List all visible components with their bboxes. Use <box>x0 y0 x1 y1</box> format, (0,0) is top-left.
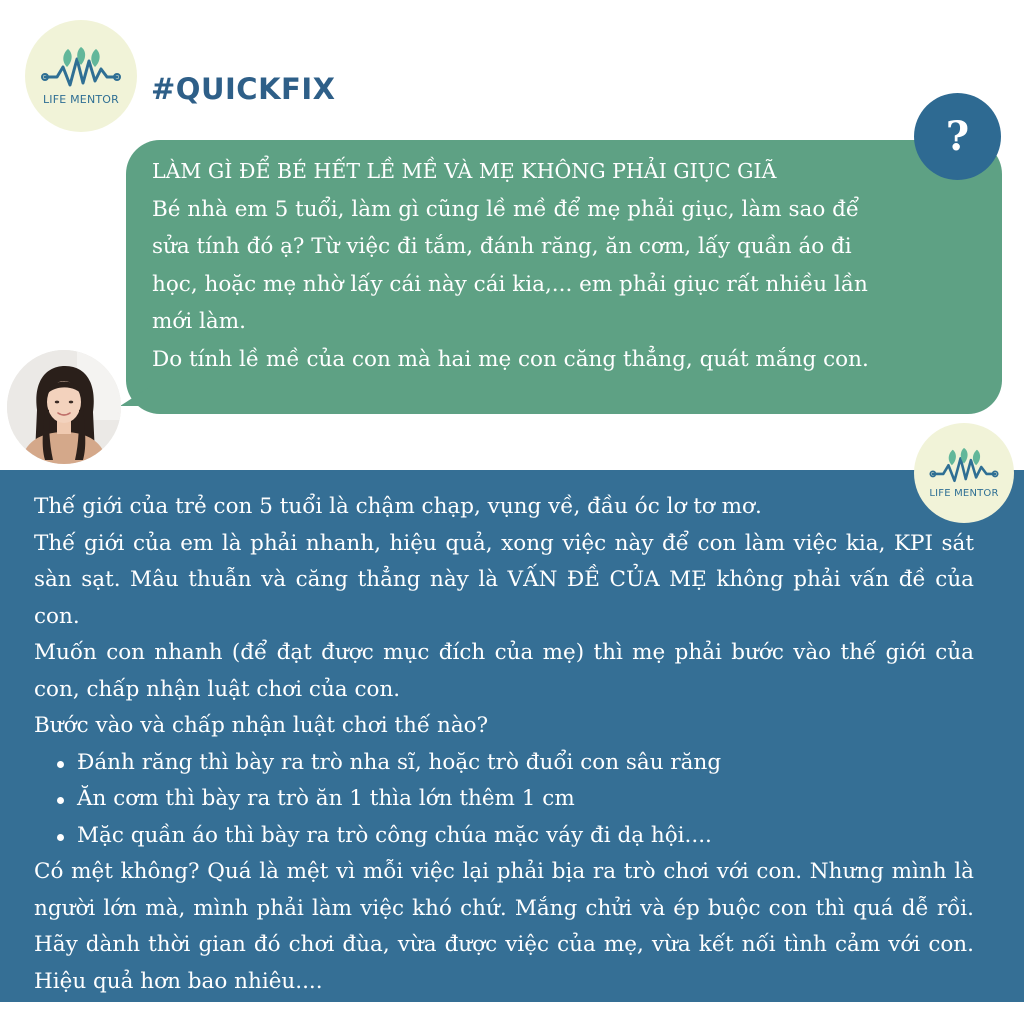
answer-paragraph: Thế giới của em là phải nhanh, hiệu quả, xong việc này để con làm việc kia, KPI sát sàn sạt. Mâu thuẫn và căng thẳng này là VẤN ĐỀ CỦA MẸ không phải vấn đề của con. <box>34 530 974 629</box>
life-mentor-logo <box>25 20 137 132</box>
question-line: Bé nhà em 5 tuổi, làm gì cũng lề mề để mẹ phải giục, làm sao để <box>152 196 860 222</box>
question-bubble-tail <box>120 384 154 406</box>
answer-paragraph: Muốn con nhanh (để đạt được mục đích của mẹ) thì mẹ phải bước vào thế giới của con, chấp nhận luật chơi của con. <box>34 640 974 702</box>
three-leaves-heartbeat-icon <box>41 47 121 91</box>
list-item: Ăn cơm thì bày ra trò ăn 1 thìa lớn thêm 1 cm <box>34 781 974 818</box>
question-title: LÀM GÌ ĐỂ BÉ HẾT LỀ MỀ VÀ MẸ KHÔNG PHẢI GIỤC GIÃ <box>152 159 777 183</box>
question-mark-badge: ? <box>914 93 1001 180</box>
list-item: Đánh răng thì bày ra trò nha sĩ, hoặc trò đuổi con sâu răng <box>34 745 974 782</box>
question-line: Do tính lề mề của con mà hai mẹ con căng thẳng, quát mắng con. <box>152 346 869 372</box>
logo-label: LIFE MENTOR <box>929 487 999 499</box>
hashtag-title: #QUICKFIX <box>151 72 336 106</box>
avatar <box>7 350 121 464</box>
three-leaves-heartbeat-icon <box>929 448 999 486</box>
logo-label: LIFE MENTOR <box>42 92 120 106</box>
question-line: học, hoặc mẹ nhờ lấy cái này cái kia,... em phải giục rất nhiều lần <box>152 271 868 297</box>
question-line: sửa tính đó ạ? Từ việc đi tắm, đánh răng, ăn cơm, lấy quần áo đi <box>152 234 852 259</box>
list-item: Mặc quần áo thì bày ra trò công chúa mặc váy đi dạ hội.... <box>34 818 974 855</box>
woman-avatar-icon <box>7 350 121 464</box>
answer-text <box>34 489 974 1000</box>
question-text <box>152 153 992 378</box>
question-line: mới làm. <box>152 309 246 334</box>
answer-paragraph: Bước vào và chấp nhận luật chơi thế nào? <box>34 713 489 738</box>
answer-paragraph: Có mệt không? Quá là mệt vì mỗi việc lại phải bịa ra trò chơi với con. Nhưng mình là người lớn mà, mình phải làm việc khó chứ. Mắng chửi và ép buộc con thì quá dễ rồi. Hãy dành thời gian đó chơi đùa, vừa được việc của mẹ, vừa kết nối tình cảm với con. Hiệu quả hơn bao nhiêu.... <box>34 859 974 994</box>
answer-bullet-list <box>34 745 974 855</box>
answer-paragraph: Thế giới của trẻ con 5 tuổi là chậm chạp, vụng về, đầu óc lơ tơ mơ. <box>34 494 762 519</box>
